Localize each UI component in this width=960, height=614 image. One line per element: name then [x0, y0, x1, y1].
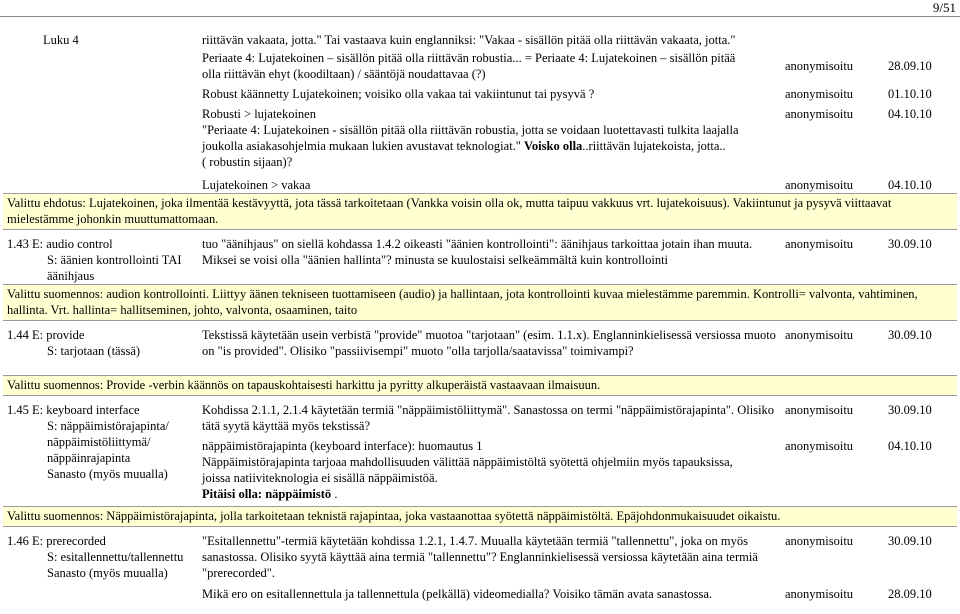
page-number: 9/51	[932, 0, 956, 15]
term-line: S: tarjotaan (tässä)	[47, 344, 141, 358]
term-line: S: äänien kontrollointi TAI	[47, 253, 182, 267]
comment-text: Mikä ero on esitallennettula ja tallennettula (pelkällä) videomediallа? Voisiko tämän avata sanastossa.	[202, 587, 713, 601]
bold-phrase: Pitäisi olla: näppäimistö	[202, 487, 332, 501]
decision-text: Valittu suomennos: Provide -verbin käännös on tapauskohtaisesti harkittu ja pyritty alkuperäistä vastaavaan ilmaisuun.	[3, 376, 957, 396]
comment-text	[198, 32, 781, 82]
term-cell	[3, 402, 198, 502]
term-line: 1.46 E: prerecorded	[7, 534, 106, 548]
date: 28.09.10	[888, 587, 932, 601]
date: 04.10.10	[888, 439, 932, 453]
bold-phrase: Voisko olla	[524, 139, 583, 153]
comment-text: "Esitallennettu"-termiä käytetään kohdissa 1.2.1, 1.4.7. Muualla käytetään termiä "tallennettu", joka on myös sanastossa. Olisiko syytä käyttää aina termiä "tallennettu"? Englanninkielisessä versiossa käytetään aina termiä "prerecorded".	[202, 534, 758, 580]
comment-line: "Periaate 4: Lujatekoinen - sisällön pitää olla riittävän robustia, jotta se voidaan luotettavasti tulkita laajalla	[202, 123, 739, 137]
comment-table	[3, 32, 957, 602]
comment-text: Robust käännetty Lujatekoinen; voisiko olla vakaa tai vakiintunut tai pysyvä ?	[202, 87, 595, 101]
table-row	[3, 533, 957, 581]
table-row	[3, 82, 957, 102]
comment-line: joukolla asiakasohjelmia mukaan lukien avustavat teknologiat."	[202, 139, 521, 153]
comment-text: näppäimistörajapinta (keyboard interface): huomautus 1 Näppäimistörajapinta tarjoaa mahdollisuuden välittää näppäimistöltä syötettä ohjelmiin myös tapauksissa, joissa natiiviteknologia ei sisällä näppäimistöä. Pitäisi olla: näppäimistö .	[198, 434, 781, 502]
comment-line: Näppäimistörajapinta tarjoaa mahdollisuuden välittää näppäimistöltä syötettä ohjelmiin myös tapauksissa,	[202, 455, 733, 469]
decision-row	[3, 194, 957, 230]
author: anonymisoitu	[785, 87, 854, 101]
date: 30.09.10	[888, 534, 932, 548]
comment-text: tuo "äänihjaus" on siellä kohdassa 1.4.2 oikeasti "äänien kontrollointi": äänihjaus tarkoittaa jotain ihan muuta. Miksei se voisi olla "äänien hallinta"? minusta se kuulostaisi selkeämmältä kuin kontrollointi	[202, 237, 753, 267]
date: 28.09.10	[888, 59, 932, 73]
comment-text: Lujatekoinen > vakaa	[202, 178, 311, 192]
comment-line: olla riittävän ehyt (koodiltaan) / sääntöjä noudattavaa (?)	[202, 67, 486, 81]
author: anonymisoitu	[785, 237, 854, 251]
date: 30.09.10	[888, 237, 932, 251]
comment-line: ( robustin sijaan)?	[202, 155, 293, 169]
author: anonymisoitu	[785, 403, 854, 417]
term-line: äänihjaus	[47, 269, 95, 283]
comment-line: ..riittävän lujatekoista, jotta..	[582, 139, 726, 153]
header-rule	[0, 16, 960, 17]
comment-line: riittävän vakaata, jotta." Tai vastaava kuin englanniksi: "Vakaa - sisällön pitää olla riittävän vakaata, jotta."	[202, 33, 736, 47]
decision-text: Valittu suomennos: audion kontrollointi. Liittyy äänen tekniseen tuottamiseen (audio) ja hallintaan, jota kontrollointi kuvaa mielestämme paremmin. Kontrolli= valvonta, vahtiminen, hallinta. Vrt. hallinta= hallitseminen, johto, valvonta, osaaminen, taito	[3, 285, 957, 321]
date: 01.10.10	[888, 87, 932, 101]
date: 04.10.10	[888, 178, 932, 192]
comment-line: Robusti > lujatekoinen	[202, 107, 316, 121]
term-cell	[3, 533, 198, 602]
author: anonymisoitu	[785, 439, 854, 453]
term-line: näppäinrajapinta	[47, 451, 131, 465]
author: anonymisoitu	[785, 59, 854, 73]
table-row	[3, 102, 957, 170]
decision-row	[3, 285, 957, 321]
comment-text: Kohdissa 2.1.1, 2.1.4 käytetään termiä "näppäimistöliittymä". Sanastossa on termi "näppäimistörajapinta". Olisiko tätä syytä käyttää myös tekstissä?	[202, 403, 775, 433]
term-line: Sanasto (myös muualla)	[47, 566, 168, 580]
decision-text: Valittu ehdotus: Lujatekoinen, joka ilmentää kestävyyttä, jota tässä tarkoitetaan (Vankka voisin olla ok, mutta taipuu vakkuus vrt. lujatekoisuus). Vakiintunut ja pysyvä viittaavat mielestämme johonkin muuttumattomaan.	[3, 194, 957, 230]
term-line: S: näppäimistörajapinta/	[47, 419, 169, 433]
table-row	[3, 170, 957, 194]
author: anonymisoitu	[785, 328, 854, 342]
table-row	[3, 327, 957, 359]
comment-text: Tekstissä käytetään usein verbistä "provide" muotoa "tarjotaan" (esim. 1.1.x). Englanninkielisessä versiossa muoto on "is provided". Olisiko "passiivisempi" muoto "olla tarjolla/saatavissa" toimivampi?	[202, 328, 776, 358]
term-cell	[3, 236, 198, 285]
term-line: S: esitallennettu/tallennettu	[47, 550, 184, 564]
comment-line: joissa natiiviteknologia ei sisällä näppäimistöä.	[202, 471, 438, 485]
table-row	[3, 402, 957, 434]
table-row	[3, 236, 957, 285]
term-line: 1.43 E: audio control	[7, 237, 113, 251]
author: anonymisoitu	[785, 534, 854, 548]
comment-line: Periaate 4: Lujatekoinen – sisällön pitää olla riittävän robustia... = Periaate 4: Lujatekoinen – sisällön pitää	[202, 51, 736, 65]
table-row	[3, 32, 957, 82]
author: anonymisoitu	[785, 107, 854, 121]
decision-text: Valittu suomennos: Näppäimistörajapinta, jolla tarkoitetaan teknistä rajapintaa, joka vastaanottaa syötettä näppäimistöltä. Epäjohdonmukaisuudet oikaistu.	[3, 507, 957, 527]
author: anonymisoitu	[785, 178, 854, 192]
date: 30.09.10	[888, 403, 932, 417]
decision-row	[3, 376, 957, 396]
comment-line: näppäimistörajapinta (keyboard interface): huomautus 1	[202, 439, 483, 453]
comment-text	[198, 102, 781, 170]
chapter-cell	[3, 32, 198, 82]
date: 30.09.10	[888, 328, 932, 342]
term-line: 1.44 E: provide	[7, 328, 85, 342]
term-cell	[3, 327, 198, 359]
date: 04.10.10	[888, 107, 932, 121]
chapter-label: Luku 4	[43, 33, 79, 47]
author: anonymisoitu	[785, 587, 854, 601]
term-line: 1.45 E: keyboard interface	[7, 403, 140, 417]
term-line: näppäimistöliittymä/	[47, 435, 151, 449]
term-line: Sanasto (myös muualla)	[47, 467, 168, 481]
decision-row	[3, 507, 957, 527]
